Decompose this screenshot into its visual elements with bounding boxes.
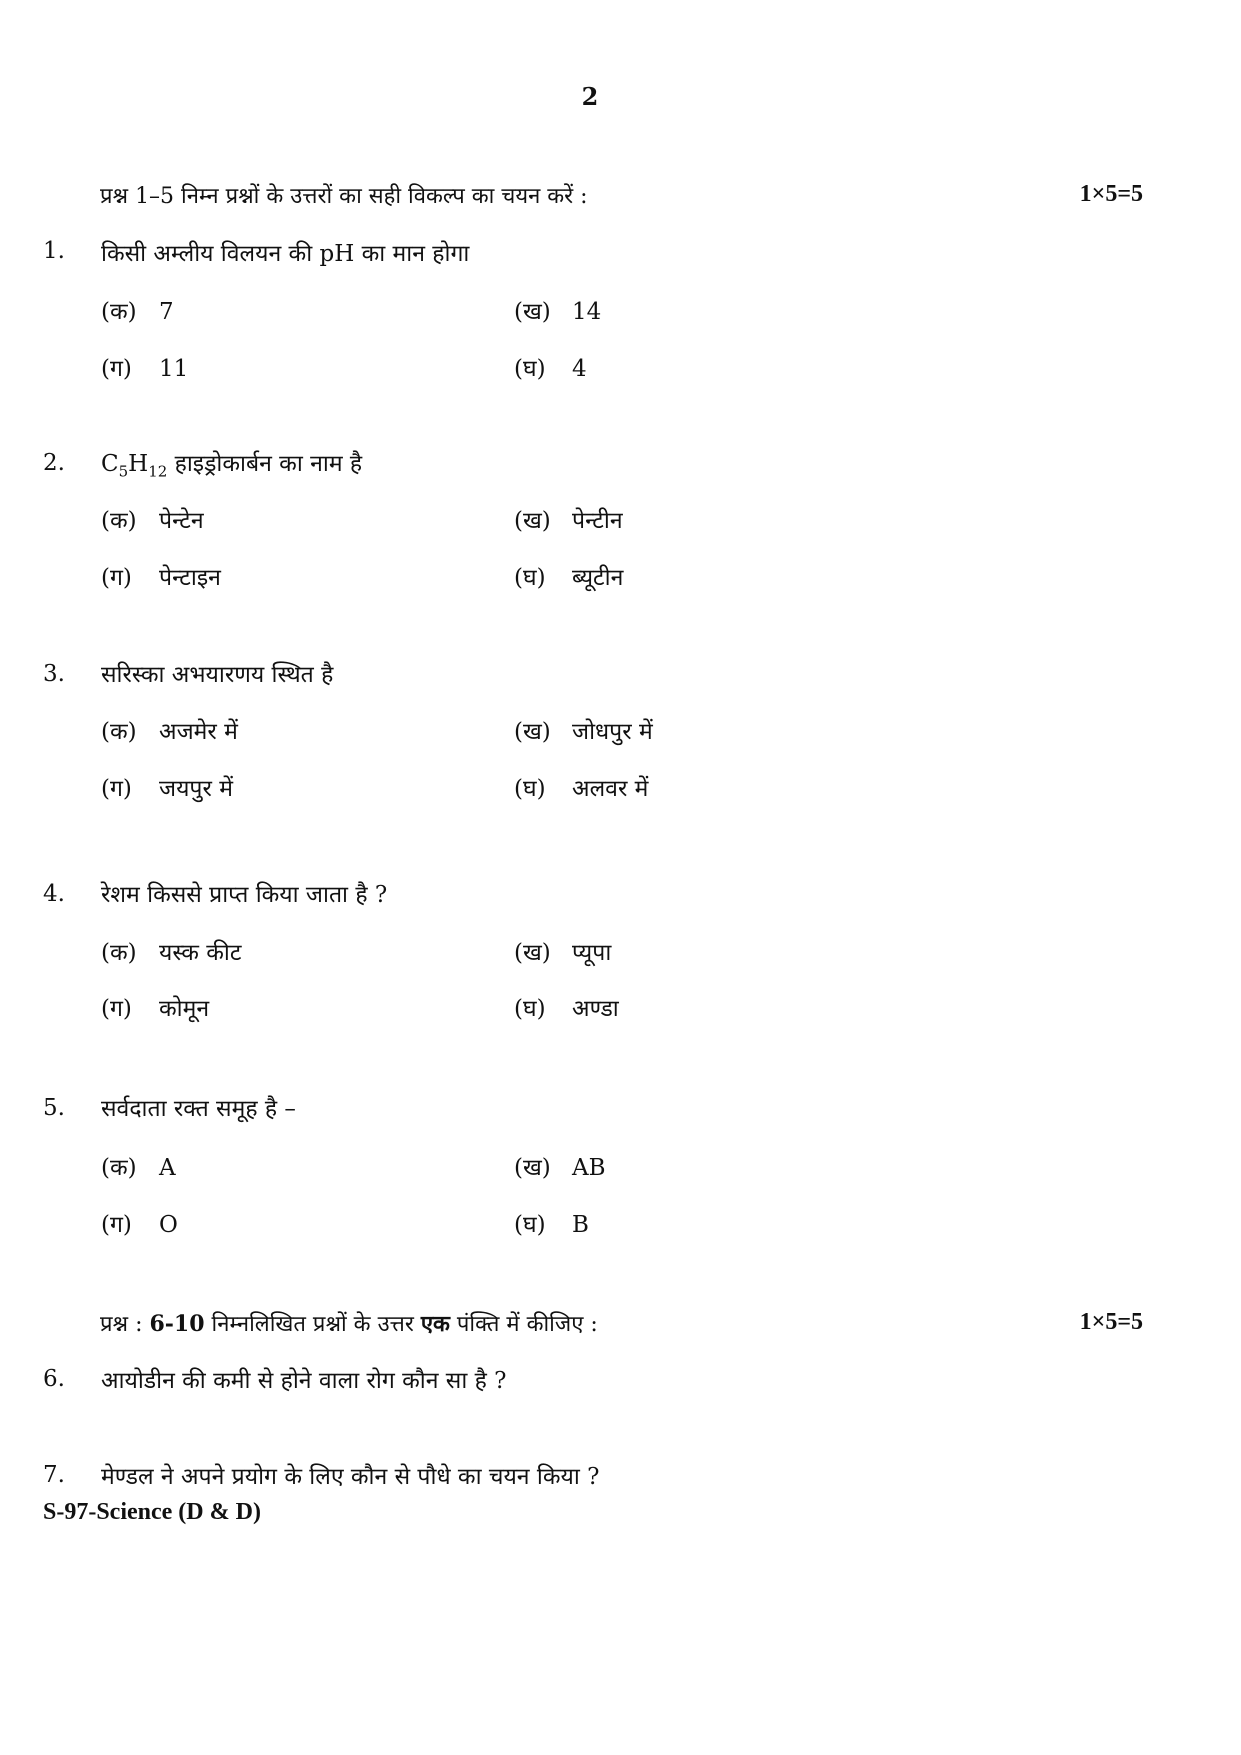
question-number: 1. xyxy=(43,238,65,264)
question-text: सरिस्का अभयारणय स्थित है xyxy=(101,662,334,688)
option-text: O xyxy=(159,1212,178,1238)
option-label: (क) xyxy=(101,1155,137,1181)
option xyxy=(101,714,238,746)
option-text: 14 xyxy=(572,299,602,325)
option xyxy=(101,294,174,326)
section2-instruction: प्रश्न : 6-10 निम्नलिखित प्रश्नों के उत्तर एक पंक्ति में कीजिए : xyxy=(100,1311,598,1337)
option-label: (ग) xyxy=(101,1212,132,1238)
option-text: अजमेर में xyxy=(159,719,238,745)
option-text: 11 xyxy=(159,356,189,382)
option-text: B xyxy=(572,1212,589,1238)
question-text: $C_5H_{12}$ हाइड्रोकार्बन का नाम है xyxy=(101,451,363,481)
option-label: (घ) xyxy=(514,565,546,591)
option-text: अलवर में xyxy=(572,776,649,802)
question-text: मेण्डल ने अपने प्रयोग के लिए कौन से पौधे का चयन किया ? xyxy=(101,1464,600,1490)
option-text: पेन्टाइन xyxy=(159,565,221,591)
option xyxy=(101,351,188,383)
option-text: पेन्टेन xyxy=(159,508,204,534)
option xyxy=(514,935,611,967)
option xyxy=(514,771,648,803)
option-text: ब्यूटीन xyxy=(572,565,624,591)
option-label: (ख) xyxy=(514,508,551,534)
option xyxy=(101,1207,178,1239)
option-text: जयपुर में xyxy=(159,776,233,802)
option-label: (ख) xyxy=(514,299,551,325)
option-label: (घ) xyxy=(514,996,546,1022)
question-number: 4. xyxy=(43,881,65,907)
option-label: (ख) xyxy=(514,719,551,745)
option xyxy=(514,714,653,746)
question-text: रेशम किससे प्राप्त किया जाता है ? xyxy=(101,882,388,908)
option-label: (घ) xyxy=(514,356,546,382)
option-text: जोधपुर में xyxy=(572,719,653,745)
option-label: (ग) xyxy=(101,356,132,382)
option-text: यस्क कीट xyxy=(159,940,242,966)
question-text: सर्वदाता रक्त समूह है – xyxy=(101,1096,296,1122)
question-number: 7. xyxy=(43,1462,65,1488)
option-text: कोमून xyxy=(159,996,210,1022)
option xyxy=(514,294,601,326)
question-number: 2. xyxy=(43,450,65,476)
question-text: आयोडीन की कमी से होने वाला रोग कौन सा है ? xyxy=(101,1368,507,1394)
option-label: (क) xyxy=(101,508,137,534)
question-text: किसी अम्लीय विलयन की pH का मान होगा xyxy=(101,241,470,267)
option xyxy=(101,560,221,592)
option-label: (घ) xyxy=(514,1212,546,1238)
option-label: (ख) xyxy=(514,1155,551,1181)
option xyxy=(101,1150,176,1182)
question-number: 6. xyxy=(43,1366,65,1392)
option-text: 4 xyxy=(572,356,587,382)
option-label: (ग) xyxy=(101,776,132,802)
option-text: अण्डा xyxy=(572,996,619,1022)
option-label: (क) xyxy=(101,299,137,325)
option-text: A xyxy=(159,1155,176,1181)
page-number: 2 xyxy=(581,82,599,111)
option-label: (ख) xyxy=(514,940,551,966)
option-label: (क) xyxy=(101,719,137,745)
option-label: (ग) xyxy=(101,565,132,591)
question-number: 5. xyxy=(43,1095,65,1121)
option-label: (ग) xyxy=(101,996,132,1022)
paper-code: S-97-Science (D & D) xyxy=(43,1499,261,1525)
option xyxy=(514,503,623,535)
option xyxy=(101,935,241,967)
question-number: 3. xyxy=(43,661,65,687)
option-text: AB xyxy=(572,1155,606,1181)
section1-marks: 1×5=5 xyxy=(1079,181,1143,207)
option xyxy=(514,560,623,592)
option xyxy=(101,991,209,1023)
option xyxy=(514,1150,606,1182)
option xyxy=(101,771,233,803)
option xyxy=(514,1207,589,1239)
option-text: पेन्टीन xyxy=(572,508,623,534)
option-text: प्यूपा xyxy=(572,940,612,966)
option-label: (घ) xyxy=(514,776,546,802)
option-label: (क) xyxy=(101,940,137,966)
option-text: 7 xyxy=(159,299,174,325)
option xyxy=(101,503,204,535)
formula: $C_5H_{12}$ xyxy=(101,451,168,481)
section2-marks: 1×5=5 xyxy=(1079,1309,1143,1335)
section1-instruction: प्रश्न 1–5 निम्न प्रश्नों के उत्तरों का सही विकल्प का चयन करें : xyxy=(100,184,588,209)
option xyxy=(514,351,587,383)
option xyxy=(514,991,619,1023)
